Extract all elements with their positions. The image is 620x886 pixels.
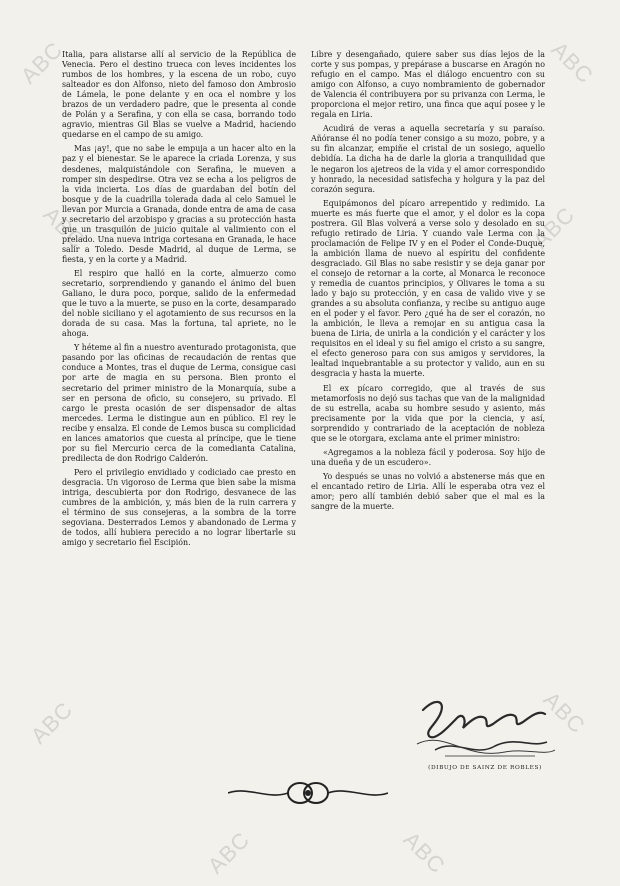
abc-watermark: ABC	[38, 201, 91, 254]
article-paragraph: Mas ¡ay!, que no sabe le empuja a un hacer alto en la paz y el bienestar. Se le aparece la criada Lorenza, y sus desdenes, malquistándole con Serafina, le mueven a romper sin despedirse. Otra vez se echa a los peligros de la vida incierta. Los días de guardaban del botín del bosque y de la cuadrilla tolerada dada al celo Samuel le llevan por Murcia a Granada, donde entra de ama de casa y secretario del arzobispo y gracias a su protección hasta que un trasquilón de juicio quitale al valimiento con el prelado. Una nueva intriga cortesana en Granada, le hace salir a Toledo. Desde Madrid, al duque de Lerma, se fiesta, y en la corte y a Madrid.	[62, 144, 296, 264]
abc-watermark: ABC	[15, 36, 68, 89]
signature-drawing	[405, 690, 565, 765]
signature-caption: (DIBUJO DE SAINZ DE ROBLES)	[428, 765, 542, 771]
article-quote: «Agregamos a la nobleza fácil y poderosa. Soy hijo de una dueña y de un escudero».	[311, 447, 545, 467]
abc-watermark: ABC	[527, 201, 580, 254]
abc-watermark: ABC	[538, 686, 591, 739]
article-paragraph: Acudirá de veras a aquella secretaría y su paraíso. Añóranse él no podía tener consigo a su mozo, pobre, y a su fin alcanzar, empiñe el cristal de un sosiego, aquello debidía. La dicha ha de darle la gloria a tranquilidad que le negaron los ajetreos de la vida y el amor correspondido y honrado, la necesidad satisfecha y holgura y la paz del corazón segura.	[311, 124, 545, 194]
article-paragraph: Equipámonos del pícaro arrepentido y redimido. La muerte es más fuerte que el amor, y el dolor es la copa postrera. Gil Blas volverá a verse solo y desolado en su refugio retirado de Liria. Y cuando vale Lerma con la proclamación de Felipe IV y en el Poder el Conde-Duque, la ambición llama de nuevo al espíritu del confidente desgraciado. Gil Blas no sabe resistir y se deja ganar por el consejo de retornar a la corte, al Monarca le reconoce y remedia de cuantos principios, y Olivares le toma a su lado y bajo su protección, y en casa de valido vive y se grandes a su absoluta confianza, y recibe su antiguo auge en el poder y el favor. Pero ¿qué ha de ser el corazón, no la ambición, le lleva a remojar en su antigua casa la buena de Liria, de unirla a la condición y el carácter y los requisitos en el ideal y su fiel amigo el cristo a su sangre, el efecto generoso para con sus amigos y servidores, la lealtad inquebrantable a su protector y valido, aun en su desgracia y hasta la muerte.	[311, 198, 545, 379]
article-paragraph: El ex pícaro corregido, que al través de sus metamorfosis no dejó sus tachas que van de la malignidad de su estrella, acaba su hombre sesudo y asiento, más precisamente por la vida que por la ciencia, y así, sorprendido y contrariado de la aceptación de nobleza que se le otorgara, exclama ante el primer ministro:	[311, 383, 545, 443]
article-paragraph: Italia, para alistarse allí al servicio de la República de Venecia. Pero el destino trueca con leves incidentes los rumbos de los hombres, y la escena de un robo, cuyo salteador es don Alfonso, nieto del famoso don Ambrosio de Lámela, le pone delante y en oca el nombre y los brazos de un verdadero padre, que le presenta al conde de Polán y a Serafina, y con ella se casa, borrando todo agravio, mientras Gil Blas se vuelve a Madrid, haciendo quedarse en el campo de su amigo.	[62, 50, 296, 140]
article-paragraph: Yo después se unas no volvió a abstenerse más que en el encantado retiro de Liria. Allí le esperaba otra vez el amor; pero allí también debió saber que el mal es la sangre de la muerte.	[311, 471, 545, 512]
article-column-left	[62, 50, 296, 548]
article-paragraph: Libre y desengañado, quiere saber sus días lejos de la corte y sus pompas, y prepárase a buscarse en Aragón no refugio en el campo. Mas el diálogo encuentro con su amigo con Alfonso, a cuyo nombramiento de gobernador de Valencia él contribuyera por su privanza con Lerma, le proporciona el mejor retiro, una finca que aquí posee y le regala en Liria.	[311, 50, 545, 120]
article-paragraph: Y héteme al fin a nuestro aventurado protagonista, que pasando por las oficinas de recaudación de rentas que conduce a Montes, tras el duque de Lerma, consigue casi por arte de magia en su persona. Bien pronto el secretario del primer ministro de la Monarquía, sube a ser en persona de oficio, su consejero, su privado. El cargo le presta ocasión de ser dispensador de altas mercedes. Lerma le distingue aun en público. El rey le recibe y ensalza. El conde de Lemos busca su complicidad en lances amatorios que cuesta al príncipe, que le tiene por su fiel Mercurio cerca de la comedianta Catalina, predilecta de don Rodrigo Calderón.	[62, 343, 296, 463]
article-paragraph: El respiro que halló en la corte, almuerzo como secretario, sorprendiendo y ganando el ánimo del buen Galiano, le dura poco, porque, salido de la enfermedad que le tuvo a la muerte, se puso en la corte, desamparado del noble siciliano y el agotamiento de sus recursos en la dorada de su casa. Mas la fortuna, tal apriete, no le ahoga.	[62, 268, 296, 339]
abc-watermark: ABC	[25, 696, 78, 749]
article-column-right	[311, 50, 545, 512]
abc-watermark: ABC	[398, 826, 451, 879]
abc-watermark: ABC	[546, 36, 599, 89]
article-paragraph: Pero el privilegio envidiado y codiciado cae presto en desgracia. Un vigoroso de Lerma que bien sabe la misma intriga, descubierta por don Rodrigo, desvanece de las cumbres de la ambición, y, más bien de la ruin carrera y el término de sus consejeras, a la sombra de la torre segoviana. Desterrados Lemos y abandonado de Lerma y de todos, allí hubiera perecido a no lograr libertarle su amigo y secretario fiel Escipión.	[62, 467, 296, 548]
abc-watermark: ABC	[202, 826, 255, 879]
decorative-ornament	[228, 776, 388, 810]
